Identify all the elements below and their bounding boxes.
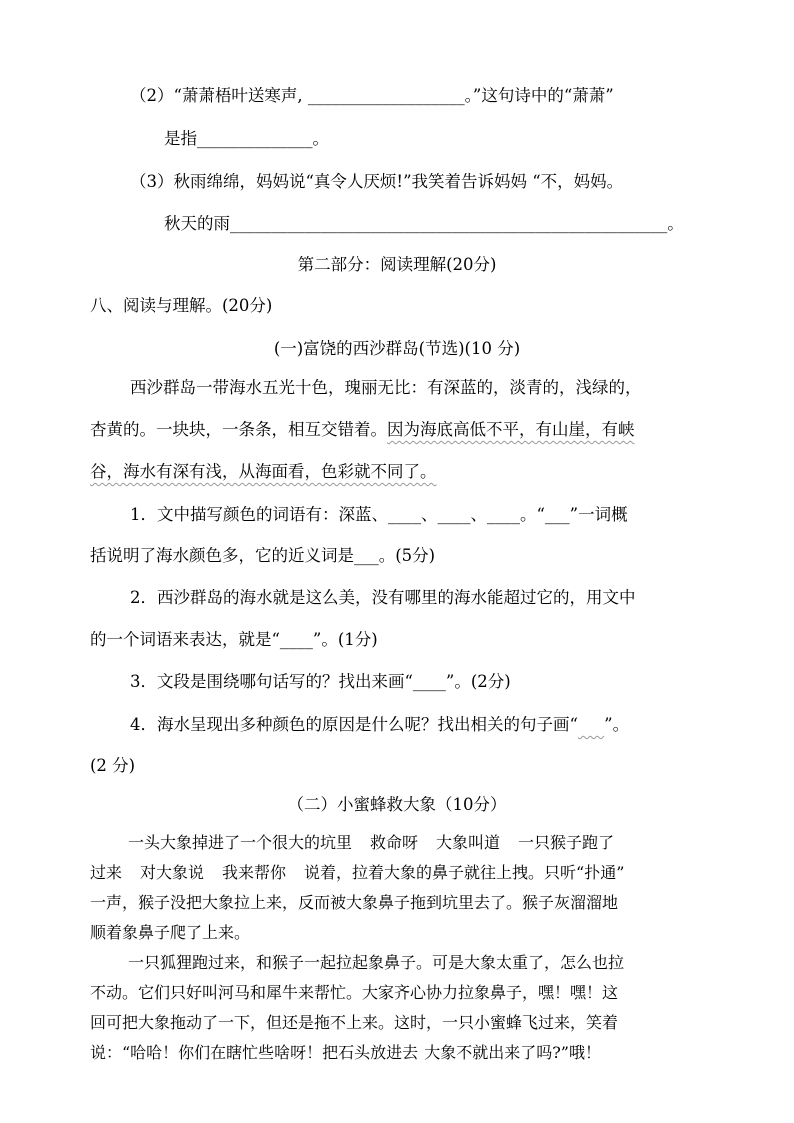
passage1-title: (一)富饶的西沙群岛(节选)(10 分) <box>273 339 521 358</box>
passage2-title: （二）小蜜蜂救大象（10分） <box>287 795 507 814</box>
passage2-line4: 顺着象鼻子爬了上来。 <box>90 923 251 942</box>
passage1-line3 <box>90 460 437 484</box>
q3-rain-line1: （3）秋雨绵绵，妈妈说“真令人厌烦!”我笑着告诉妈妈 “不，妈妈。 <box>130 172 624 191</box>
p2-text-2d: 说着，拉着大象的鼻子就往上拽。只听“扑通” <box>304 863 625 882</box>
p2-text-1b: 救命呀 <box>370 833 419 852</box>
p1-question4-wavy-mark <box>578 715 604 734</box>
passage1-line2 <box>90 418 635 442</box>
section8-heading: 八、阅读与理解。(20分) <box>90 296 273 315</box>
p1-question4-text: 4．海水呈现出多种颜色的原因是什么呢？找出相关的句子画“ <box>130 715 578 734</box>
passage2-line7: 回可把大象拖动了一下，但还是拖不上来。这时，一只小蜜蜂飞过来，笑着 <box>90 1013 619 1032</box>
q3-rain-line2: 秋天的雨_____________________________________________________。 <box>164 214 684 233</box>
p2-text-2b: 对大象说 <box>140 863 205 882</box>
p2-text-8b: 大象不就出来了吗?”哦！ <box>424 1043 601 1062</box>
p2-text-2a: 过来 <box>90 863 123 882</box>
p2-text-8a: 说：“哈哈！你们在瞎忙些啥呀！把石头放进去 <box>90 1043 419 1062</box>
passage1-line1: 西沙群岛一带海水五光十色，瑰丽无比：有深蓝的，淡青的，浅绿的， <box>130 378 642 397</box>
p1-question1-line2: 括说明了海水颜色多，它的近义词是___。(5分) <box>90 546 436 565</box>
p1-question1-line1: 1．文中描写颜色的词语有：深蓝、____、____、____。“___”一词概 <box>130 505 628 524</box>
passage2-line5: 一只狐狸跑过来，和猴子一起拉起象鼻子。可是大象太重了，怎么也拉 <box>128 953 625 972</box>
part2-heading: 第二部分：阅读理解(20分) <box>297 255 497 274</box>
p2-text-1c: 大象叫道 <box>436 833 501 852</box>
q2-poem-line1: （2）“萧萧梧叶送寒声, ___________________。”这句诗中的“萧萧” <box>130 86 614 105</box>
p1-question4-line1 <box>130 713 629 737</box>
passage2-line1 <box>128 831 614 855</box>
p1-question2-line1: 2．西沙群岛的海水就是这么美，没有哪里的海水能超过它的，用文中 <box>130 588 636 607</box>
p1-question2-line2: 的一个词语来表达，就是“____”。(1分) <box>90 630 378 649</box>
p1-question3: 3．文段是围绕哪句话写的？找出来画“____”。(2分) <box>130 672 511 691</box>
p2-text-1a: 一头大象掉进了一个很大的坑里 <box>128 833 353 852</box>
passage2-line2 <box>90 861 624 885</box>
p1-question4-end: ”。 <box>604 715 630 734</box>
p1-question4-line2: (2 分) <box>90 756 136 775</box>
p2-text-1d: 一只猴子跑了 <box>518 833 615 852</box>
passage2-line8 <box>90 1041 601 1065</box>
passage1-wavy-sentence-a: 因为海底高低不平，有山崖，有峡 <box>387 420 635 439</box>
passage2-line3: 一声，猴子没把大象拉上来，反而被大象鼻子拖到坑里去了。猴子灰溜溜地 <box>90 893 619 912</box>
passage1-line2-text: 杏黄的。一块块，一条条，相互交错着。 <box>90 420 387 439</box>
passage2-line6: 不动。它们只好叫河马和犀牛来帮忙。大家齐心协力拉象鼻子，嘿！嘿！这 <box>90 983 619 1002</box>
passage1-wavy-sentence-b: 谷，海水有深有浅，从海面看，色彩就不同了。 <box>90 462 437 481</box>
q2-poem-line2: 是指______________。 <box>164 129 329 148</box>
p2-text-2c: 我来帮你 <box>222 863 287 882</box>
